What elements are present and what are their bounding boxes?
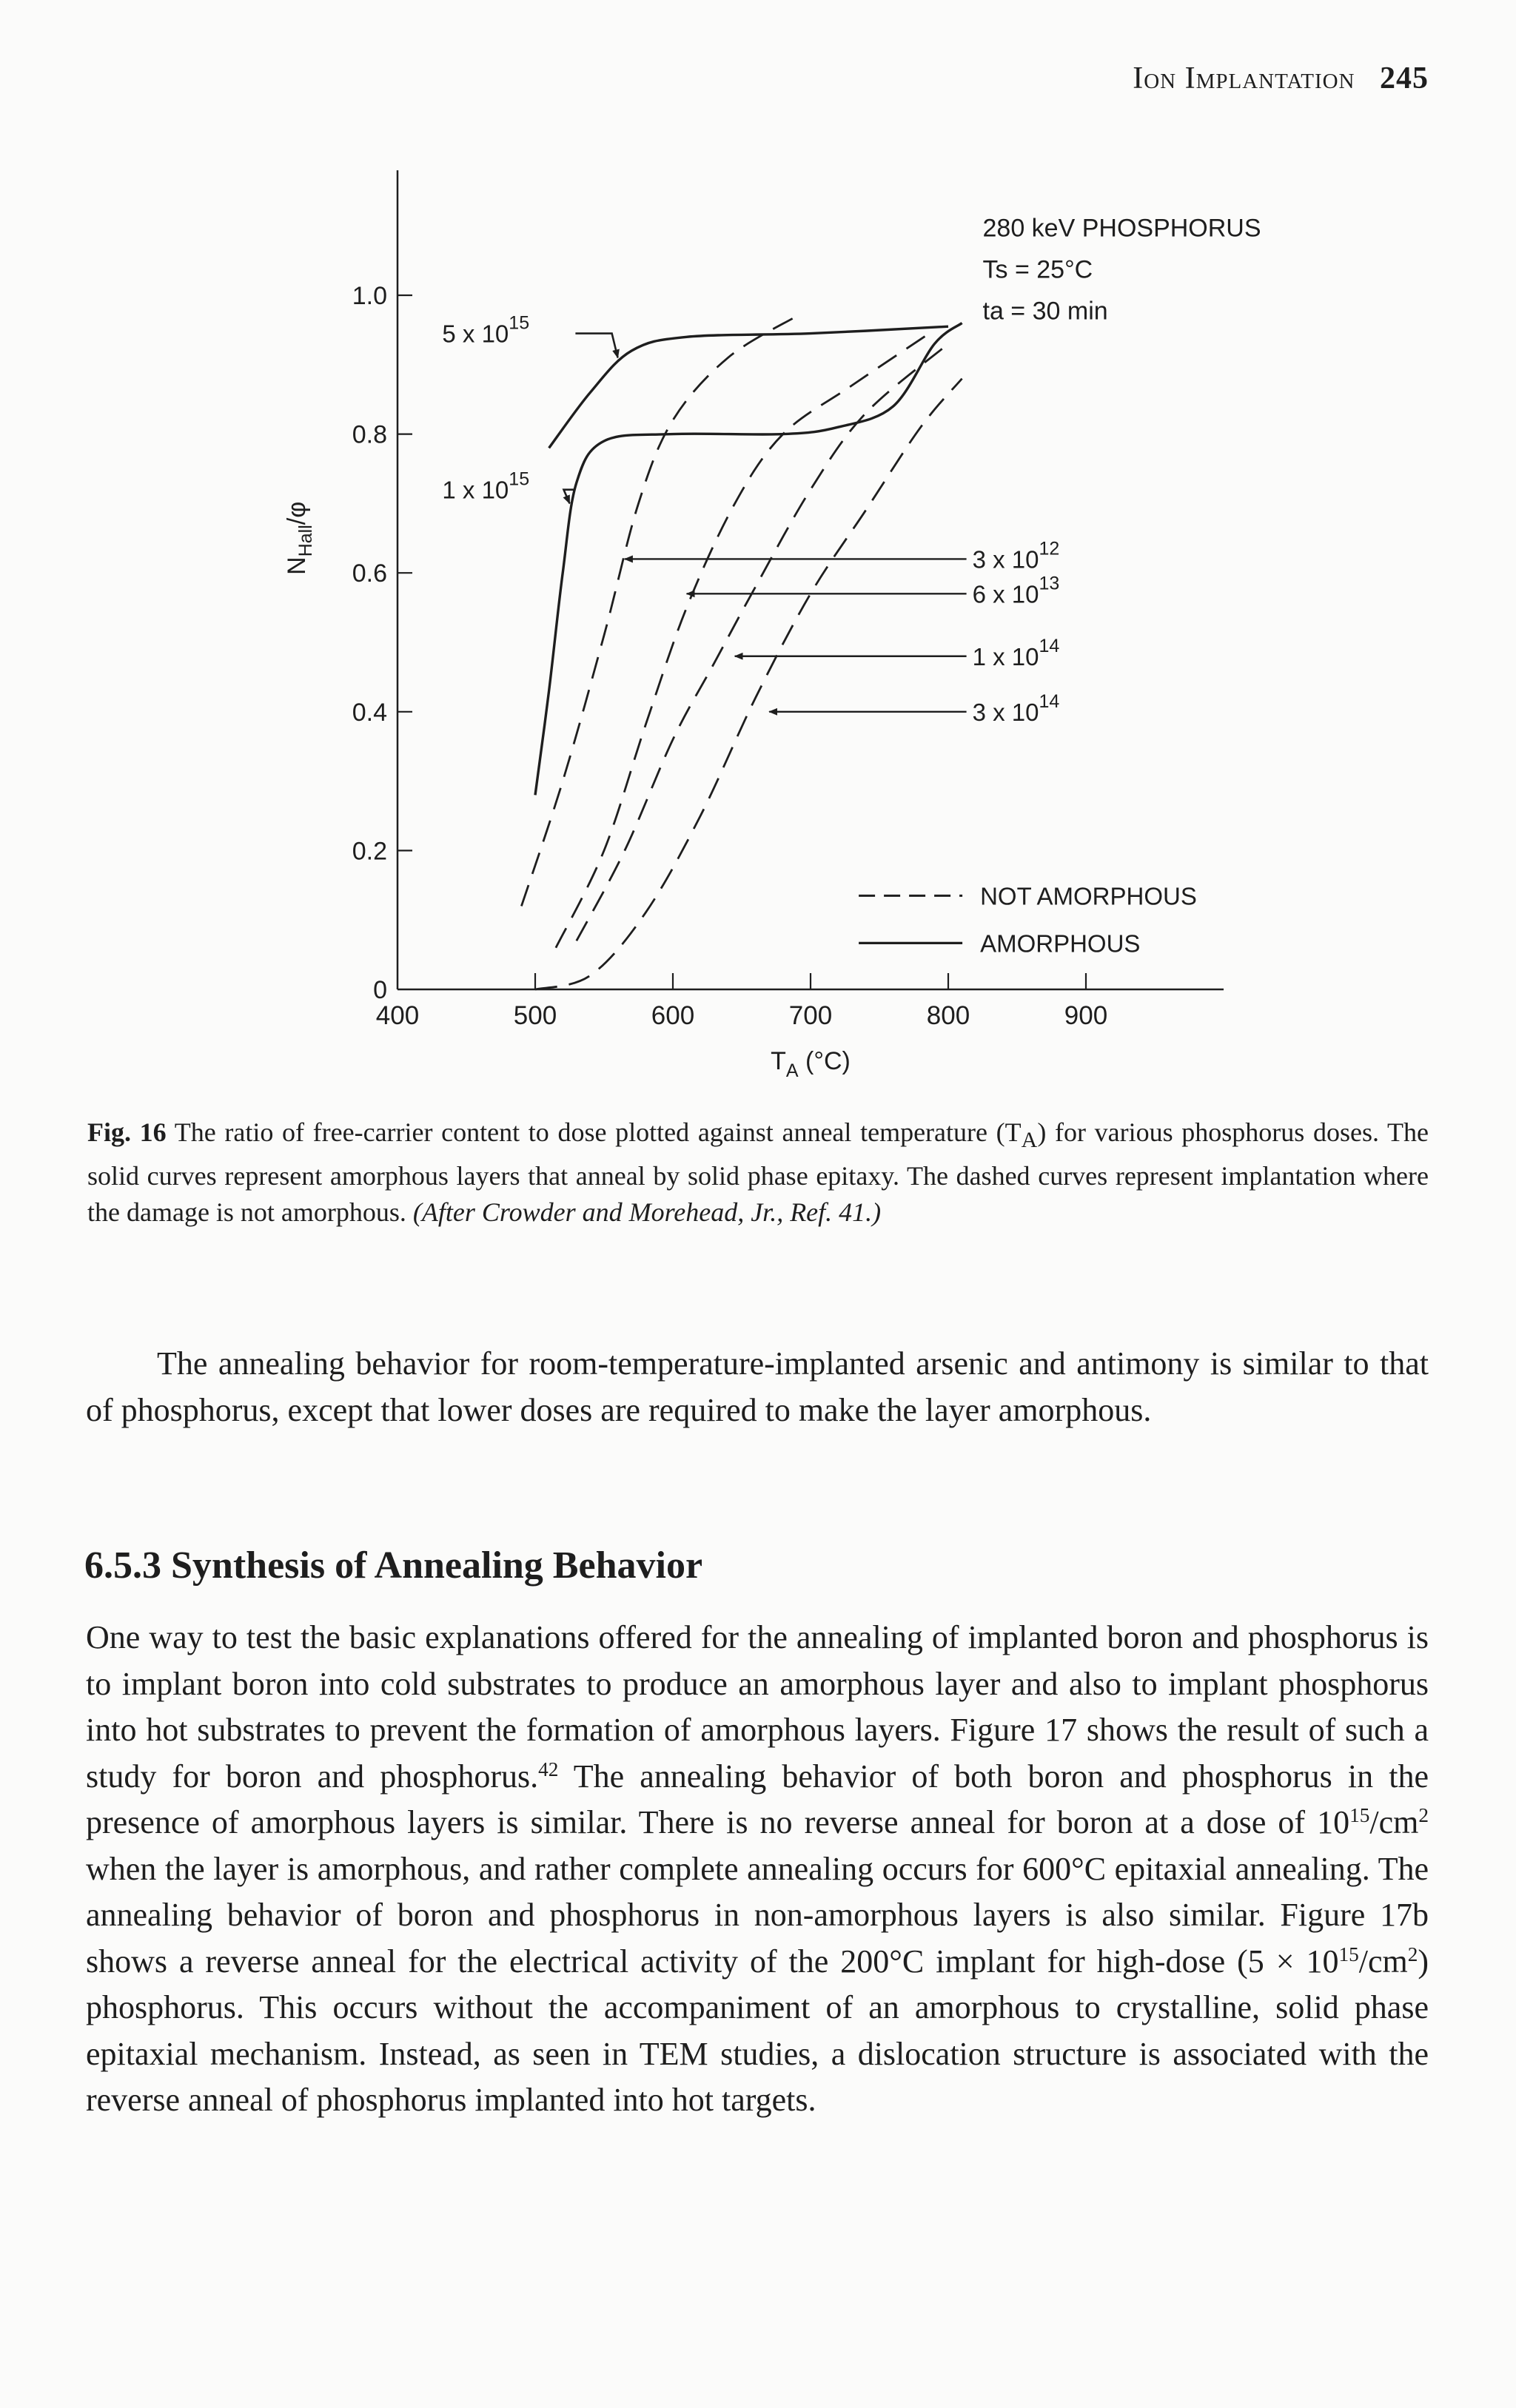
caption-subscript: A	[1021, 1128, 1038, 1153]
page-number: 245	[1380, 61, 1429, 95]
y-tick-label: 0.2	[352, 837, 387, 866]
paragraph-text: ) phosphorus. This occurs without the accompaniment of an amorphous to crystalline, solid phase epitaxial mechanism. Instead, as seen in TEM studies, a dislocation structure is associated with the reverse anneal of phosphorus implanted into hot targets.	[86, 1943, 1429, 2118]
caption-source: (After Crowder and Morehead, Jr., Ref. 41.)	[412, 1197, 882, 1228]
dose-label: 3 x $10^{12}$	[972, 538, 1060, 574]
legend-label: NOT AMORPHOUS	[980, 882, 1197, 910]
caption-text-2: ) for various phosphorus doses. The solid curves represent amorphous layers that anneal by solid phase epitaxy. The dashed curves represent implantation where the damage is not amorphous.	[87, 1117, 1429, 1228]
dose-label: 6 x $10^{13}$	[972, 573, 1060, 608]
dose-label: 1 x $10^{14}$	[972, 635, 1060, 670]
x-tick-label: 400	[375, 1001, 420, 1030]
superscript: 2	[1418, 1804, 1429, 1826]
superscript: 2	[1407, 1943, 1418, 1965]
y-tick-label: 0	[373, 976, 387, 1004]
series-line	[549, 326, 948, 448]
superscript: 15	[1338, 1943, 1359, 1965]
paragraph-text: /cm	[1358, 1943, 1408, 1980]
series-line	[521, 316, 796, 906]
paragraph-text: One way to test the basic explanations offered for the annealing of implanted boron and phosphorus is to implant boron into cold substrates to produce an amorphous layer and also to implant phosphorus into hot substrates to prevent the formation of amorphous layers. Figure 17 shows the result of such a study for boron and phosphorus.	[86, 1619, 1429, 1795]
series-line	[556, 330, 935, 948]
running-title: Ion Implantation	[1133, 61, 1355, 95]
paragraph-text: /cm	[1369, 1804, 1419, 1840]
y-tick-label: 0.8	[352, 420, 387, 449]
y-tick-label: 1.0	[352, 282, 387, 310]
body-paragraph	[86, 1615, 1429, 2124]
superscript: 15	[1349, 1804, 1370, 1826]
y-tick-label: 0.6	[352, 559, 387, 588]
dose-label: 3 x $10^{14}$	[972, 690, 1060, 726]
anneal-chart	[252, 141, 1303, 1088]
figure-caption	[87, 1114, 1429, 1231]
body-paragraph: The annealing behavior for room-temperature-implanted arsenic and antimony is similar to that of phosphorus, except that lower doses are required to make the layer amorphous.	[86, 1345, 1429, 1428]
x-tick-label: 600	[651, 1001, 695, 1030]
dose-label: 5 x $10^{15}$	[442, 312, 530, 348]
x-tick-label: 700	[788, 1001, 833, 1030]
condition-text: 280 keV PHOSPHORUS	[982, 214, 1261, 243]
reference-number: 42	[538, 1758, 559, 1780]
condition-text: Ts = 25°C	[982, 255, 1093, 284]
caption-text: The ratio of free-carrier content to dose plotted against anneal temperature (T	[166, 1117, 1022, 1147]
x-tick-label: 900	[1064, 1001, 1108, 1030]
paragraph-text: when the layer is amorphous, and rather complete annealing occurs for 600°C epitaxial annealing. The annealing behavior of boron and phosphorus in non-amorphous layers is also similar. Figure 17b shows a reverse anneal for the electrical activity of the 200°C implant for high-dose (5 × 10	[86, 1850, 1429, 1980]
dose-label: 1 x $10^{15}$	[442, 468, 530, 504]
y-axis-label: $N_{Hall}/\varphi$	[283, 501, 316, 575]
x-tick-label: 800	[926, 1001, 970, 1030]
figure-label: Fig. 16	[87, 1117, 167, 1147]
running-header	[1133, 61, 1429, 96]
legend-label: AMORPHOUS	[980, 929, 1141, 958]
section-heading: 6.5.3 Synthesis of Annealing Behavior	[84, 1544, 703, 1587]
dose-arrow	[575, 334, 617, 358]
x-tick-label: 500	[513, 1001, 557, 1030]
paragraph-text: The annealing behavior of both boron and phosphorus in the presence of amorphous layers is similar. There is no reverse anneal for boron at a dose of 10	[86, 1758, 1429, 1840]
x-axis-label: $T_A$ (°C)	[771, 1047, 851, 1081]
condition-text: ta = 30 min	[982, 297, 1108, 326]
y-tick-label: 0.4	[352, 698, 387, 727]
